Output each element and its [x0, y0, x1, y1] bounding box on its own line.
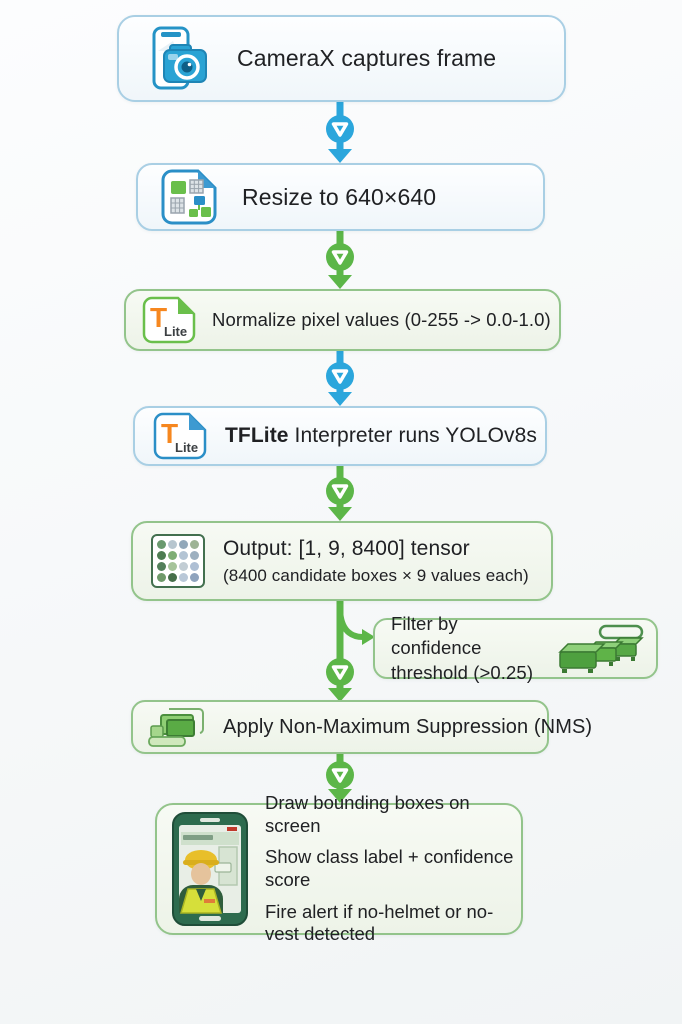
- step-normalize-box: [124, 289, 561, 351]
- step-filter-label: Filter by confidence threshold (>0.25): [391, 613, 534, 683]
- step-normalize-label: Normalize pixel values (0-255 -> 0.0-1.0): [212, 309, 551, 330]
- image-resize-document-icon: [160, 168, 218, 226]
- candidate-boxes-icon: [552, 624, 644, 674]
- tflite-lite-label: Lite: [164, 324, 188, 339]
- tensor-dot: [179, 562, 188, 571]
- render-line-3: Fire alert if no-helmet or no-vest detected: [265, 900, 494, 945]
- tf-logo-t: T: [150, 302, 168, 333]
- phone-camera-icon: [147, 25, 211, 93]
- detection-phone-icon: [171, 811, 249, 927]
- interpreter-label-bold: TFLite: [225, 424, 289, 447]
- connector-resize-to-normalize: [318, 231, 362, 289]
- tensor-grid-icon: [151, 534, 205, 588]
- step-render-labels: [265, 792, 521, 945]
- tensor-dot: [157, 540, 166, 549]
- tflite-icon: [153, 412, 207, 460]
- step-output-box: [131, 521, 553, 601]
- tensor-dot: [157, 573, 166, 582]
- overlapping-boxes-icon: [147, 705, 209, 749]
- render-line-2: Show class label + confidence score: [265, 846, 514, 890]
- step-camerax-label: CameraX captures frame: [237, 45, 497, 71]
- step-interpreter-label: [225, 424, 537, 448]
- tensor-dot: [168, 562, 177, 571]
- tf-logo-t: T: [161, 418, 179, 449]
- step-filter-box: [373, 613, 658, 683]
- tensor-dot: [190, 540, 199, 549]
- tensor-dot: [179, 540, 188, 549]
- step-resize-label: Resize to 640×640: [242, 183, 437, 210]
- tensor-dot: [157, 551, 166, 560]
- tensor-dot: [179, 573, 188, 582]
- tflite-icon: [142, 296, 196, 344]
- interpreter-label-rest: Interpreter runs YOLOv8s: [288, 424, 537, 447]
- tensor-dot: [157, 562, 166, 571]
- step-output-line2: (8400 candidate boxes × 9 values each): [223, 565, 529, 585]
- tensor-dot: [190, 562, 199, 571]
- step-nms-label: Apply Non-Maximum Suppression (NMS): [223, 715, 593, 738]
- tensor-dot: [190, 573, 199, 582]
- step-camerax-box: [117, 15, 566, 102]
- step-interpreter-box: [133, 406, 547, 466]
- tensor-dot: [179, 551, 188, 560]
- tensor-dot: [168, 573, 177, 582]
- step-nms-box: [131, 700, 593, 754]
- step-output-line1: Output: [1, 9, 8400] tensor: [223, 536, 470, 560]
- step-output-labels: [223, 537, 529, 586]
- connector-camerax-to-resize: [318, 101, 362, 163]
- step-render-box: [155, 792, 523, 945]
- tensor-dot: [190, 551, 199, 560]
- step-resize-box: [136, 163, 545, 231]
- tensor-dot: [168, 551, 177, 560]
- connector-normalize-to-interpreter: [318, 351, 362, 406]
- tensor-dot: [168, 540, 177, 549]
- connector-interpreter-to-output: [318, 466, 362, 521]
- render-line-1: Draw bounding boxes on screen: [265, 792, 470, 836]
- tflite-lite-label: Lite: [175, 440, 199, 455]
